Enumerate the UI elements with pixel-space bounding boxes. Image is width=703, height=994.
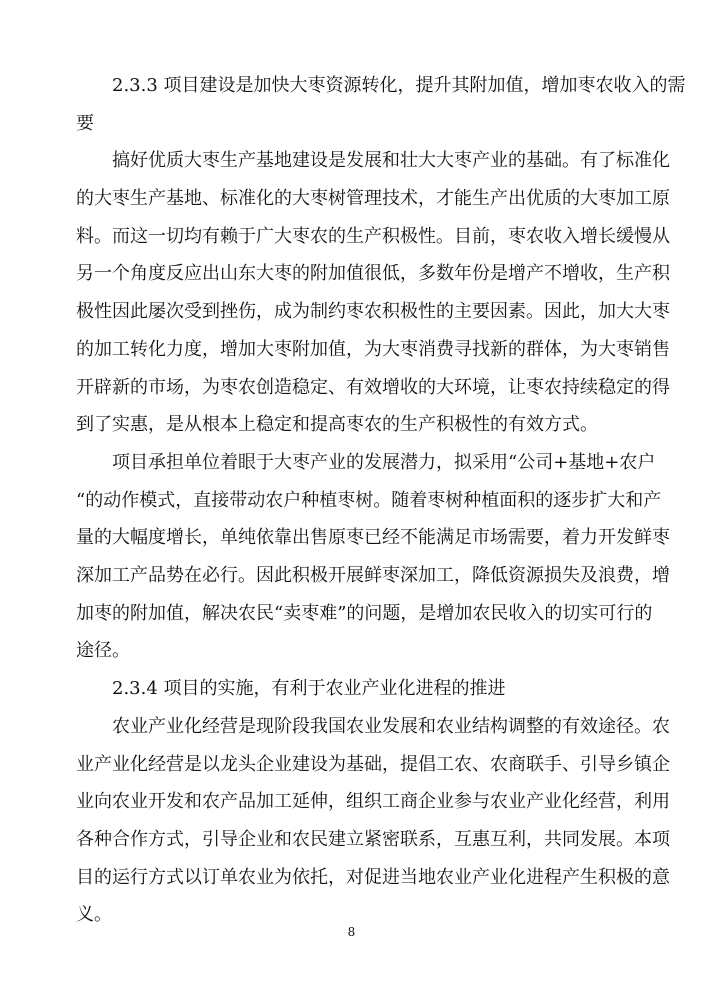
paragraph-line: 另一个角度反应出山东大枣的附加值很低，多数年份是增产不增收，生产积 [76, 263, 670, 284]
paragraph-line: 农业产业化经营是现阶段我国农业发展和农业结构调整的有效途径。农 [112, 716, 670, 737]
paragraph-line: 深加工产品势在必行。因此积极开展鲜枣深加工，降低资源损失及浪费，增 [76, 565, 670, 586]
paragraph-line: 义。 [76, 904, 112, 925]
paragraph-line: 的加工转化力度，增加大枣附加值，为大枣消费寻找新的群体，为大枣销售 [76, 339, 670, 360]
paragraph-line: 业向农业开发和农产品加工延伸，组织工商企业参与农业产业化经营，利用 [76, 791, 670, 812]
section-heading-line: 2.3.4 项目的实施，有利于农业产业化进程的推进 [112, 678, 506, 699]
paragraph-line: 极性因此屡次受到挫伤，成为制约枣农积极性的主要因素。因此，加大大枣 [76, 301, 670, 322]
paragraph-line: 项目承担单位着眼于大枣产业的发展潜力，拟采用“公司+基地+农户 [112, 452, 656, 473]
paragraph-line: 目的运行方式以订单农业为依托，对促进当地农业产业化进程产生积极的意 [76, 867, 670, 888]
paragraph-line: 加枣的附加值，解决农民“卖枣难”的问题，是增加农民收入的切实可行的 [76, 603, 653, 624]
paragraph-line: 途径。 [76, 640, 130, 661]
paragraph-line: “的动作模式，直接带动农户种植枣树。随着枣树种植面积的逐步扩大和产 [76, 490, 662, 511]
paragraph-line: 开辟新的市场，为枣农创造稳定、有效增收的大环境，让枣农持续稳定的得 [76, 377, 670, 398]
paragraph-line: 料。而这一切均有赖于广大枣农的生产积极性。目前，枣农收入增长缓慢从 [76, 226, 670, 247]
paragraph-line: 的大枣生产基地、标准化的大枣树管理技术，才能生产出优质的大枣加工原 [76, 188, 670, 209]
paragraph-line: 各种合作方式，引导企业和农民建立紧密联系，互惠互利，共同发展。本项 [76, 829, 670, 850]
paragraph-line: 业产业化经营是以龙头企业建设为基础，提倡工农、农商联手、引导乡镇企 [76, 754, 670, 775]
page-number: 8 [347, 925, 356, 939]
paragraph-line: 到了实惠，是从根本上稳定和提高枣农的生产积极性的有效方式。 [76, 414, 598, 435]
section-heading-line: 要 [76, 113, 94, 134]
paragraph-line: 量的大幅度增长，单纯依靠出售原枣已经不能满足市场需要，着力开发鲜枣 [76, 527, 670, 548]
paragraph-line: 搞好优质大枣生产基地建设是发展和壮大大枣产业的基础。有了标准化 [112, 150, 670, 171]
section-heading-line: 2.3.3 项目建设是加快大枣资源转化，提升其附加值，增加枣农收入的需 [112, 75, 686, 96]
